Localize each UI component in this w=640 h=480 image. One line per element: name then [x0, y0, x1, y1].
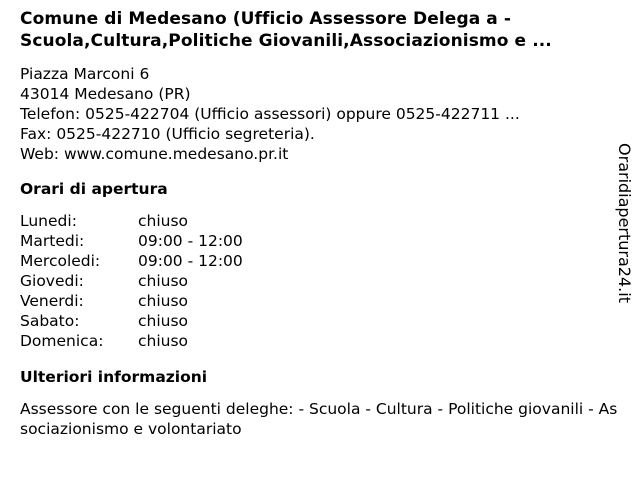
day-hours: 09:00 - 12:00 [138, 252, 243, 270]
day-label: Mercoledi: [20, 252, 101, 270]
office-listing [20, 8, 620, 439]
day-label: Domenica: [20, 332, 104, 350]
day-label: Sabato: [20, 312, 80, 330]
postal-city: 43014 Medesano (PR) [20, 85, 191, 103]
site-watermark [612, 134, 636, 312]
hours-row [20, 291, 243, 311]
hours-row [20, 231, 243, 251]
day-hours: chiuso [138, 292, 189, 310]
hours-row [20, 271, 243, 291]
day-label: Martedi: [20, 232, 85, 250]
phone-number: Telefon: 0525-422704 (Ufficio assessori) oppure 0525-422711 ... [20, 105, 520, 123]
fax-number: Fax: 0525-422710 (Ufficio segreteria). [20, 125, 315, 143]
day-label: Lunedi: [20, 212, 77, 230]
day-hours: chiuso [138, 212, 189, 230]
day-hours: chiuso [138, 272, 189, 290]
page-title: Comune di Medesano (Ufficio Assessore Delega a - Scuola,Cultura,Politiche Giovanili,Associazionismo e ... [20, 9, 552, 51]
further-info-text: Assessore con le seguenti deleghe: - Scuola - Cultura - Politiche giovanili - Associazionismo e volontariato [20, 400, 618, 438]
hours-row [20, 331, 243, 351]
website: Web: www.comune.medesano.pr.it [20, 145, 289, 163]
watermark-text: Oraridiapertura24.it [615, 143, 634, 303]
further-info-heading: Ulteriori informazioni [20, 368, 208, 386]
hours-row [20, 211, 243, 231]
day-hours: 09:00 - 12:00 [138, 232, 243, 250]
day-label: Venerdi: [20, 292, 84, 310]
opening-hours-table [20, 211, 243, 351]
day-label: Giovedi: [20, 272, 84, 290]
hours-row [20, 251, 243, 271]
opening-hours-heading: Orari di apertura [20, 180, 168, 198]
address-block [20, 64, 620, 164]
day-hours: chiuso [138, 332, 189, 350]
day-hours: chiuso [138, 312, 189, 330]
hours-row [20, 311, 243, 331]
street-address: Piazza Marconi 6 [20, 65, 150, 83]
